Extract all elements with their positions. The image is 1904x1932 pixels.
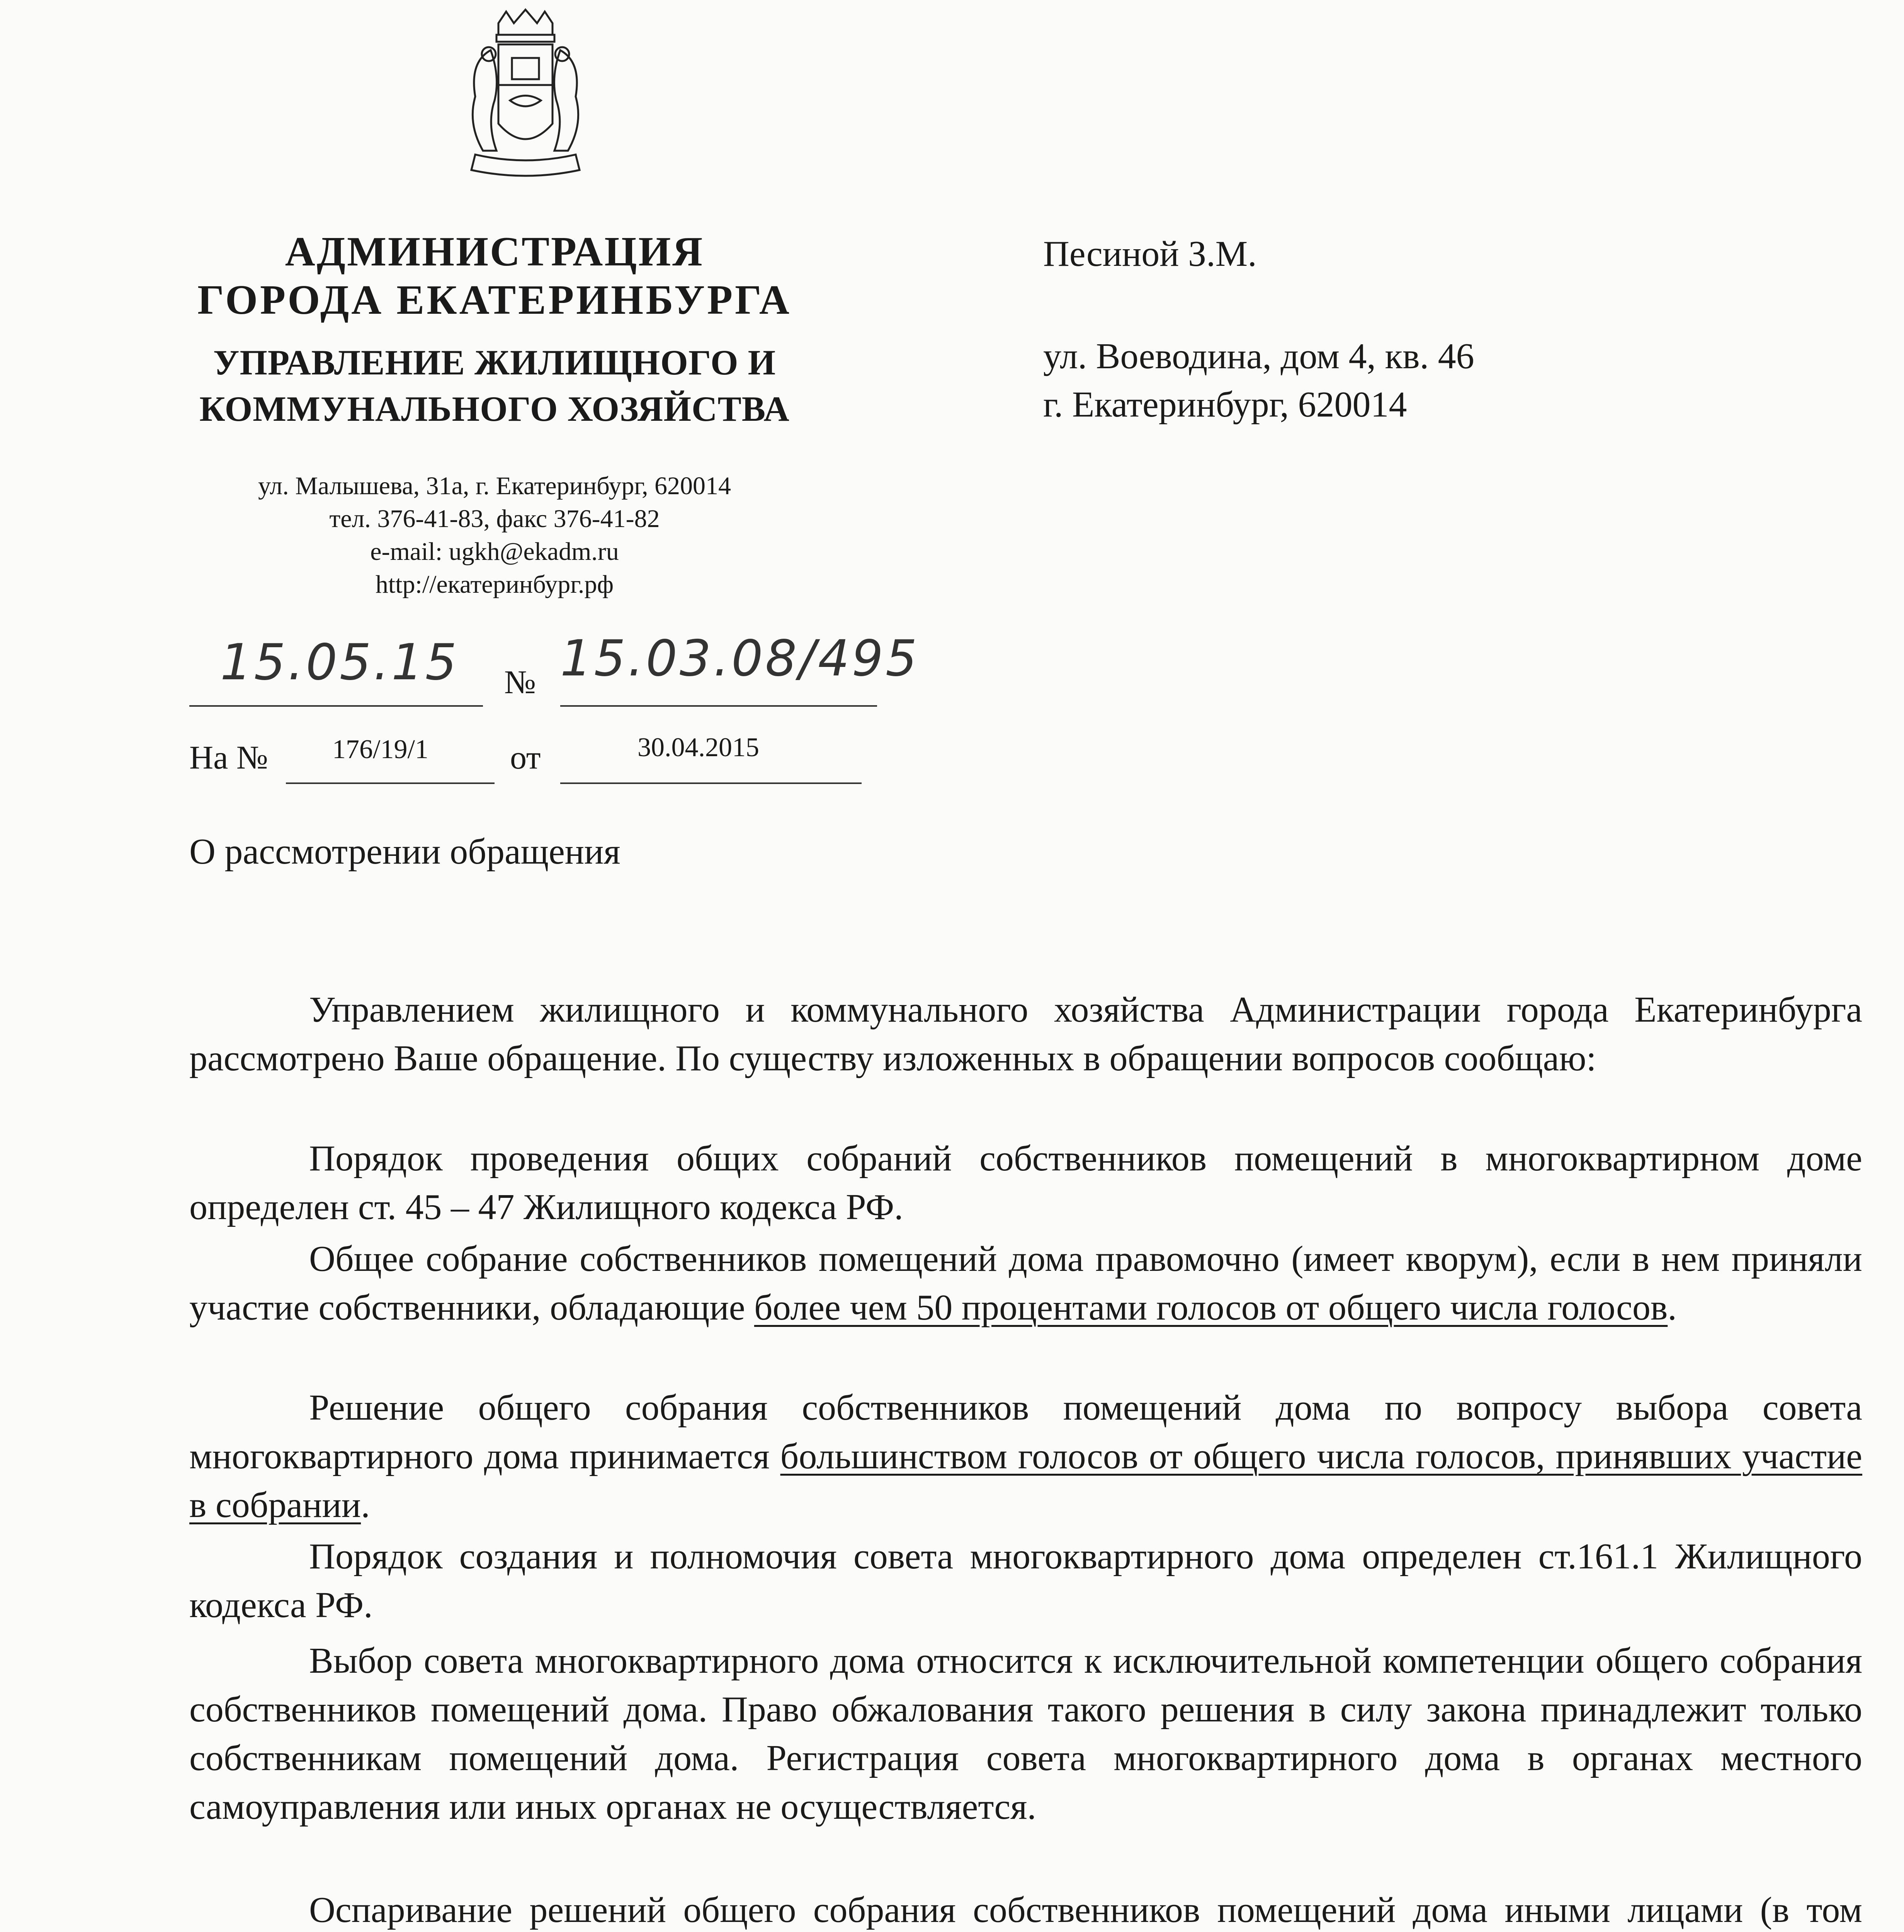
reply-number-underline: [286, 782, 495, 784]
reply-date-underline: [560, 782, 862, 784]
body-paragraph-3-text: Общее собрание собственников помещений дома правомочно (имеет кворум), если в нем приняли участие собственники, обладающие: [189, 1239, 1862, 1328]
recipient-address-line1: ул. Воеводина, дом 4, кв. 46: [1043, 336, 1474, 376]
org-email: e-mail: ugkh@ekadm.ru: [370, 537, 619, 566]
body-paragraph-4-text: Решение общего собрания собственников помещений дома по вопросу выбора совета многоквартирного дома принимается: [189, 1388, 1862, 1476]
org-name-line1: АДМИНИСТРАЦИЯ: [285, 229, 704, 275]
department-name-line1: УПРАВЛЕНИЕ ЖИЛИЩНОГО И: [213, 343, 776, 382]
org-address: ул. Малышева, 31а, г. Екатеринбург, 620014: [258, 472, 731, 500]
outgoing-date-handwritten: 15.05.15: [220, 634, 459, 691]
letter-subject: О рассмотрении обращения: [189, 832, 620, 872]
reply-date: 30.04.2015: [638, 733, 759, 762]
org-name-line2: ГОРОДА ЕКАТЕРИНБУРГА: [197, 277, 792, 323]
recipient-name: Песиной З.М.: [1043, 234, 1257, 274]
org-phone: тел. 376-41-83, факс 376-41-82: [329, 505, 660, 533]
body-paragraph-7: Оспаривание решений общего собрания собственников помещений дома иными лицами (в том: [309, 1890, 1862, 1930]
body-paragraph-6: Выбор совета многоквартирного дома относится к исключительной компетенции общего собрания собственников помещений дома. Право обжалования такого решения в силу закона принадлежит только собственникам помещений дома. Регистрация совета многоквартирного дома в органах местного самоуправления или иных органах не осуществляется.: [189, 1641, 1862, 1827]
body-paragraph-3: [189, 1235, 1862, 1332]
number-label: №: [504, 663, 536, 701]
reply-number: 176/19/1: [332, 735, 428, 764]
recipient-address-line2: г. Екатеринбург, 620014: [1043, 384, 1407, 425]
from-label: от: [510, 739, 541, 776]
body-paragraph-4-end: .: [361, 1485, 370, 1525]
quorum-condition-underlined: более чем 50 процентами голосов от общего числа голосов: [754, 1287, 1668, 1328]
number-underline: [560, 705, 877, 707]
body-paragraph-3-end: .: [1668, 1287, 1677, 1328]
date-underline: [189, 705, 483, 707]
body-paragraph-4: [189, 1383, 1862, 1529]
department-name-line2: КОММУНАЛЬНОГО ХОЗЯЙСТВА: [199, 389, 790, 429]
majority-condition-underlined: большинством голосов от общего числа голосов, принявших участие в собрании: [189, 1436, 1862, 1525]
org-website: http://екатеринбург.рф: [375, 570, 614, 599]
reply-to-label: На №: [189, 739, 268, 776]
body-paragraph-2: Порядок проведения общих собраний собственников помещений в многоквартирном доме определен ст. 45 – 47 Жилищного кодекса РФ.: [189, 1138, 1862, 1227]
body-paragraph-5: Порядок создания и полномочия совета многоквартирного дома определен ст.161.1 Жилищного кодекса РФ.: [189, 1536, 1862, 1625]
body-paragraph-1: Управлением жилищного и коммунального хозяйства Администрации города Екатеринбурга рассмотрено Ваше обращение. По существу изложенных в обращении вопросов сообщаю:: [189, 990, 1862, 1078]
outgoing-number-handwritten: 15.03.08/495: [560, 630, 920, 687]
coat-of-arms-emblem: [433, 8, 618, 185]
